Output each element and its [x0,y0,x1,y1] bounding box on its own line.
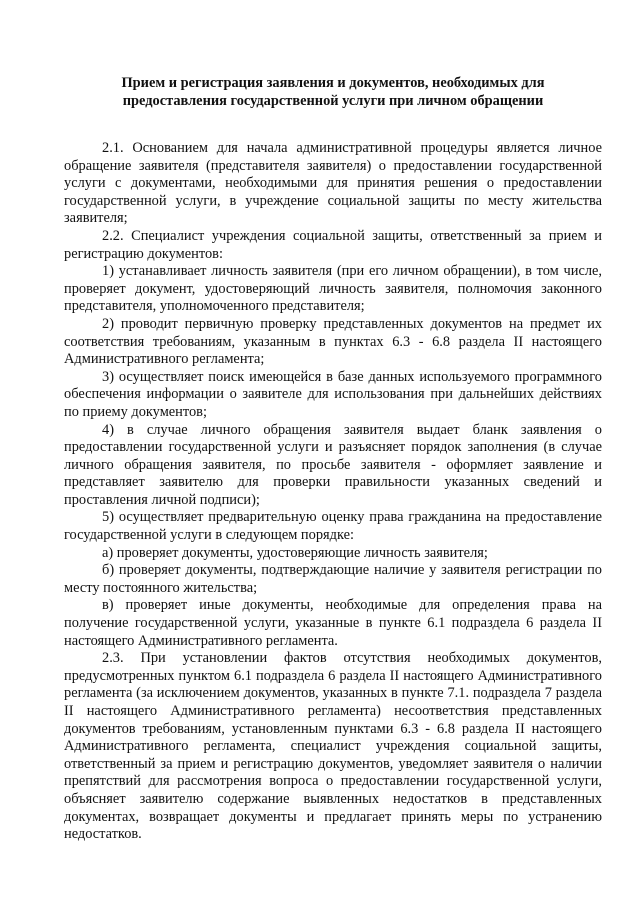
sub-item-v: в) проверяет иные документы, необходимые для определения права на получение государственной услуги, указанные в пункте 6.1 подраздела 6 раздела II настоящего Административного регламента. [64,597,602,649]
document-body [64,140,602,844]
document-title [64,74,602,110]
list-item-5: 5) осуществляет предварительную оценку права гражданина на предоставление государственной услуги в следующем порядке: [64,509,602,544]
title-line-2: предоставления государственной услуги при личном обращении [122,93,544,109]
paragraph-2-1: 2.1. Основанием для начала административной процедуры является личное обращение заявителя (представителя заявителя) о предоставлении государственной услуги с документами, необходимыми для принятия решения о предоставлении государственной услуги, в учреждение социальной защиты по месту жительства заявителя; [64,140,602,227]
list-item-1: 1) устанавливает личность заявителя (при его личном обращении), в том числе, проверяет документ, удостоверяющий личность заявителя, полномочия законного представителя, уполномоченного представителя; [64,263,602,315]
paragraph-2-2: 2.2. Специалист учреждения социальной защиты, ответственный за прием и регистрацию документов: [64,227,602,262]
list-item-4: 4) в случае личного обращения заявителя выдает бланк заявления о предоставлении государственной услуги и разъясняет порядок заполнения (в случае личного обращения заявителя, по просьбе заявителя - оформляет заявление и представляет заявителю для проверки правильности указанных сведений и проставления личной подписи); [64,421,602,508]
paragraph-2-3: 2.3. При установлении фактов отсутствия необходимых документов, предусмотренных пунктом 6.1 подраздела 6 раздела II настоящего Административного регламента (за исключением документов, указанных в пункте 7.1. подраздела 7 раздела II настоящего Административного регламента) несоответствия представленных документов требованиям, установленным пунктами 6.3 - 6.8 раздела II настоящего Административного регламента, специалист учреждения социальной защиты, ответственный за прием и регистрацию документов, уведомляет заявителя о наличии препятствий для рассмотрения вопроса о предоставлении государственной услуги, объясняет заявителю содержание выявленных недостатков в представленных документах, возвращает документы и предлагает принять меры по устранению недостатков. [64,650,602,843]
title-line-1: Прием и регистрация заявления и документов, необходимых для [121,75,545,91]
list-item-2: 2) проводит первичную проверку представленных документов на предмет их соответствия требованиям, указанным в пунктах 6.3 - 6.8 раздела II настоящего Административного регламента; [64,315,602,368]
list-item-3: 3) осуществляет поиск имеющейся в базе данных используемого программного обеспечения информации о заявителе для использования при дальнейших действиях по приему документов; [64,368,602,420]
sub-item-b: б) проверяет документы, подтверждающие наличие у заявителя регистрации по месту постоянного жительства; [64,562,602,596]
sub-item-a: а) проверяет документы, удостоверяющие личность заявителя; [102,544,488,561]
